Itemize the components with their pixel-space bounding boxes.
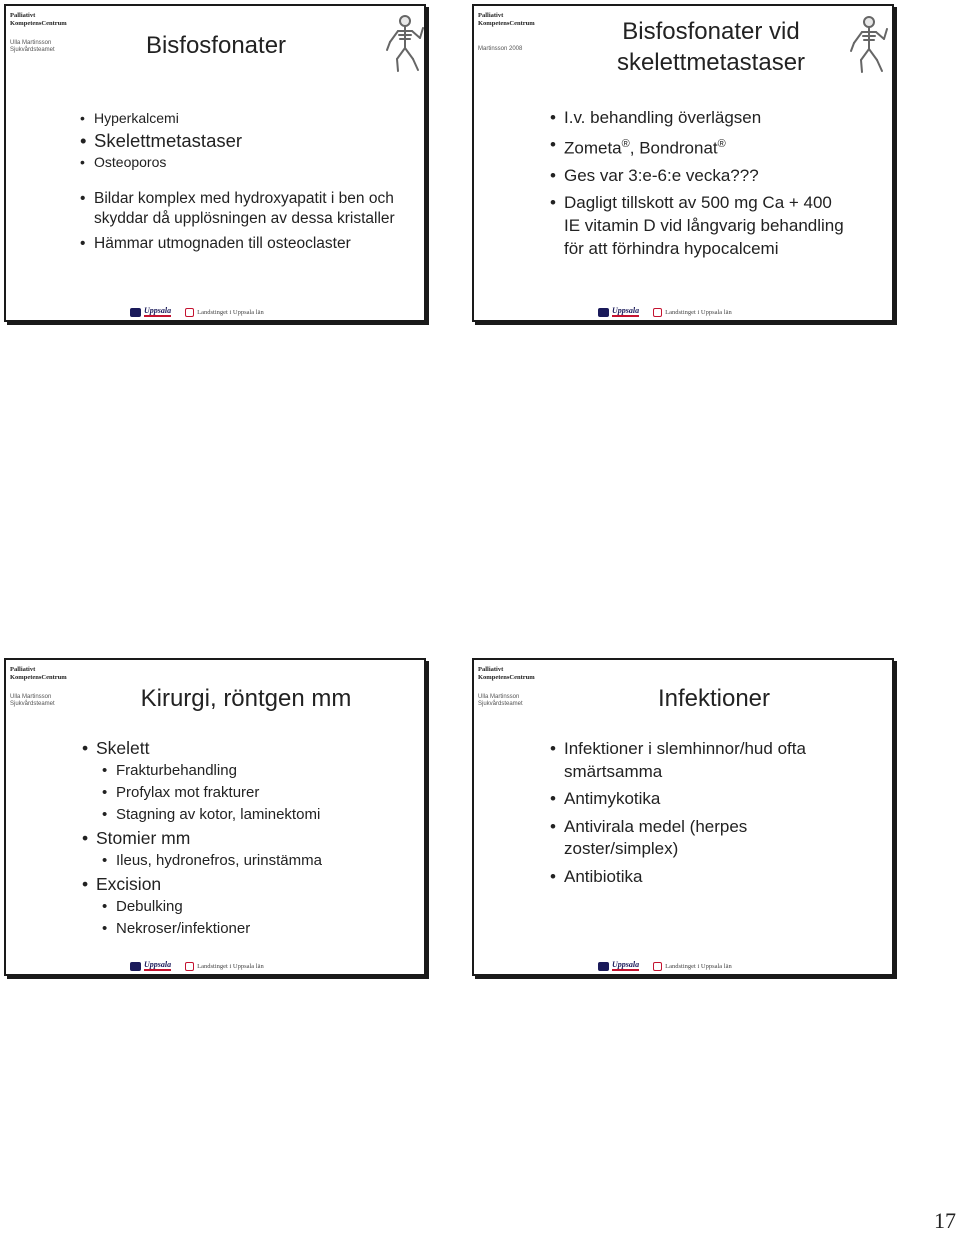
- bullet-list: [80, 109, 400, 254]
- bullet-item: • Antimykotika: [550, 788, 850, 811]
- bullet-item: • Antibiotika: [550, 866, 850, 889]
- uppsala-university-logo: Uppsala: [598, 961, 639, 971]
- bullet-list: [550, 738, 850, 888]
- uppsala-university-logo: Uppsala: [598, 307, 639, 317]
- slide-footer: [130, 306, 264, 318]
- bullet-item: • Ges var 3:e-6:e vecka???: [550, 164, 850, 187]
- landstinget-logo: Landstinget i Uppsala län: [653, 962, 732, 971]
- bullet-list: [550, 106, 850, 260]
- slide-footer: [130, 960, 264, 972]
- slide-3: [4, 658, 426, 976]
- sub-bullet-item: • Frakturbehandling: [102, 760, 412, 782]
- bullet-list: [82, 736, 412, 940]
- sub-bullet-item: • Stagning av kotor, laminektomi: [102, 804, 412, 826]
- bullet-item: • Osteoporos: [80, 153, 400, 171]
- skeleton-icon: [848, 15, 890, 75]
- landstinget-logo: Landstinget i Uppsala län: [185, 962, 264, 971]
- uppsala-university-logo: Uppsala: [130, 961, 171, 971]
- bullet-item: • Infektioner i slemhinnor/hud ofta smärtsamma: [550, 738, 850, 783]
- slide-title: Bisfosfonater: [145, 32, 287, 59]
- sub-bullet-item: • Profylax mot frakturer: [102, 782, 412, 804]
- palliativt-logo: Palliativt KompetensCentrum: [10, 666, 67, 681]
- author-note: Martinsson 2008: [478, 46, 523, 52]
- bullet-item: • Hyperkalcemi: [80, 109, 400, 127]
- skeleton-icon: [384, 14, 426, 74]
- sub-bullet-item: • Ileus, hydronefros, urinstämma: [102, 850, 412, 872]
- slide-title: Infektioner: [657, 685, 771, 712]
- landstinget-logo: Landstinget i Uppsala län: [185, 308, 264, 317]
- bullet-item: • I.v. behandling överlägsen: [550, 106, 850, 129]
- slide-title: Kirurgi, röntgen mm: [140, 685, 352, 712]
- sub-bullet-item: • Debulking: [102, 896, 412, 918]
- bullet-item: • Excision: [82, 872, 412, 896]
- uppsala-university-logo: Uppsala: [130, 307, 171, 317]
- bullet-item: • Zometa®, Bondronat®: [550, 133, 850, 160]
- page-number: 17: [934, 1208, 956, 1233]
- bullet-item: • Bildar komplex med hydroxyapatit i ben och skyddar då upplösningen av dessa kristaller: [80, 189, 400, 228]
- slide-2: [472, 4, 894, 322]
- bullet-item: • Stomier mm: [82, 826, 412, 850]
- slide-footer: [598, 306, 732, 318]
- landstinget-logo: Landstinget i Uppsala län: [653, 308, 732, 317]
- author-note: Ulla Martinsson Sjukvårdsteamet: [478, 694, 523, 707]
- bullet-item: • Antivirala medel (herpes zoster/simplex): [550, 816, 850, 861]
- bullet-item: • Skelettmetastaser: [80, 129, 400, 153]
- slide-4: [472, 658, 894, 976]
- slide-footer: [598, 960, 732, 972]
- slide-1: [4, 4, 426, 322]
- author-note: Ulla Martinsson Sjukvårdsteamet: [10, 40, 55, 53]
- sub-bullet-item: • Nekroser/infektioner: [102, 918, 412, 940]
- slide-title: Bisfosfonater vid skelettmetastaser: [616, 18, 806, 76]
- bullet-item: • Hämmar utmognaden till osteoclaster: [80, 234, 400, 254]
- author-note: Ulla Martinsson Sjukvårdsteamet: [10, 694, 55, 707]
- palliativt-logo: Palliativt KompetensCentrum: [478, 666, 535, 681]
- bullet-item: • Skelett: [82, 736, 412, 760]
- palliativt-logo: Palliativt KompetensCentrum: [478, 12, 535, 27]
- palliativt-logo: Palliativt KompetensCentrum: [10, 12, 67, 27]
- bullet-item: • Dagligt tillskott av 500 mg Ca + 400 IE vitamin D vid långvarig behandling för att förhindra hypocalcemi: [550, 191, 850, 260]
